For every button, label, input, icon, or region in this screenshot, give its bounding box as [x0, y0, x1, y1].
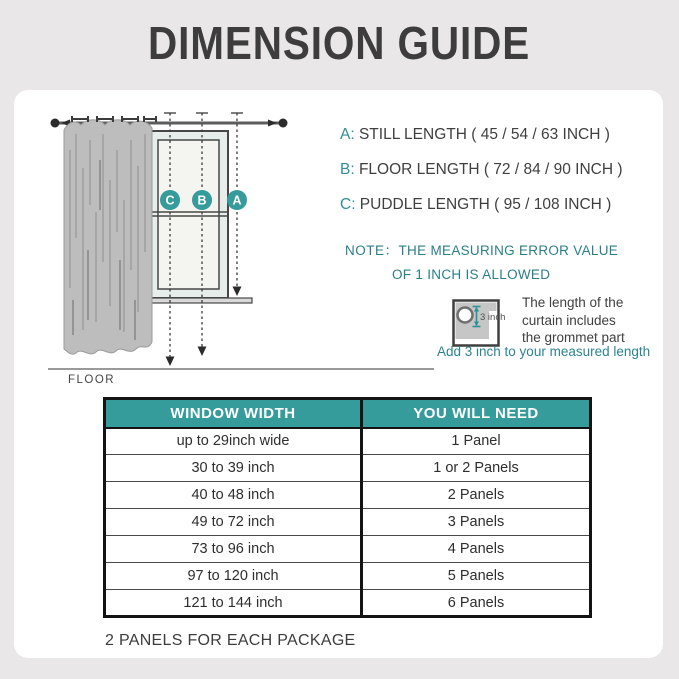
guide-card	[14, 90, 663, 658]
svg-text:B: B	[197, 193, 207, 208]
width-cell: 97 to 120 inch	[105, 563, 362, 590]
width-cell: up to 29inch wide	[105, 428, 362, 455]
length-row-a	[340, 126, 623, 161]
length-row-c	[340, 196, 623, 231]
length-row-b	[340, 161, 623, 196]
length-key-a: A:	[340, 126, 355, 143]
marker-a	[227, 190, 247, 210]
curtain-panel	[64, 116, 156, 354]
grommet-caption	[522, 294, 625, 347]
width-cell: 73 to 96 inch	[105, 536, 362, 563]
length-key-b: B:	[340, 161, 355, 178]
window	[150, 131, 228, 298]
table-row	[105, 536, 591, 563]
table-row	[105, 455, 591, 482]
floor-label: FLOOR	[68, 374, 116, 386]
length-key-c: C:	[340, 196, 356, 213]
note-line1	[345, 239, 618, 259]
panels-cell: 1 Panel	[362, 428, 591, 455]
note-text1: THE MEASURING ERROR VALUE	[398, 243, 619, 258]
panels-cell: 4 Panels	[362, 536, 591, 563]
length-text-c: PUDDLE LENGTH ( 95 / 108 INCH )	[355, 196, 612, 213]
note-line2: OF 1 INCH IS ALLOWED	[392, 267, 551, 282]
page-title-wrap	[0, 16, 679, 70]
length-text-a: STILL LENGTH ( 45 / 54 / 63 INCH )	[354, 126, 610, 143]
table-header-row	[105, 399, 591, 428]
grommet-caption-line3: the grommet part	[522, 330, 625, 345]
panels-cell: 5 Panels	[362, 563, 591, 590]
width-cell: 40 to 48 inch	[105, 482, 362, 509]
header-window-width: WINDOW WIDTH	[105, 399, 362, 428]
package-note: 2 PANELS FOR EACH PACKAGE	[105, 632, 356, 649]
length-legend	[340, 126, 623, 231]
three-inch-label: 3 inch	[480, 312, 506, 323]
panels-cell: 1 or 2 Panels	[362, 455, 591, 482]
panel-size-table	[103, 397, 592, 618]
grommet-caption-line2: curtain includes	[522, 312, 616, 328]
grommet-caption-line1: The length of the	[522, 295, 624, 310]
table-row	[105, 563, 591, 590]
table-row	[105, 509, 591, 536]
panels-cell: 3 Panels	[362, 509, 591, 536]
table-row	[105, 428, 591, 455]
grommet-tabs	[72, 116, 156, 122]
marker-b	[192, 190, 212, 210]
page-title: DIMENSION GUIDE	[148, 17, 531, 69]
header-you-will-need: YOU WILL NEED	[362, 399, 591, 428]
panels-cell: 2 Panels	[362, 482, 591, 509]
width-cell: 121 to 144 inch	[105, 590, 362, 617]
note-prefix: NOTE：	[345, 243, 399, 258]
table-row	[105, 482, 591, 509]
svg-text:A: A	[232, 193, 242, 208]
panels-cell: 6 Panels	[362, 590, 591, 617]
grommet-tip: Add 3 inch to your measured length	[437, 344, 651, 359]
width-cell: 49 to 72 inch	[105, 509, 362, 536]
length-text-b: FLOOR LENGTH ( 72 / 84 / 90 INCH )	[354, 161, 623, 178]
svg-text:C: C	[165, 193, 175, 208]
grommet-hole	[458, 308, 473, 323]
measuring-note	[345, 239, 618, 282]
marker-c	[160, 190, 180, 210]
window-sill	[146, 298, 252, 303]
width-cell: 30 to 39 inch	[105, 455, 362, 482]
grommet-measure-icon	[452, 299, 506, 347]
table-row	[105, 590, 591, 617]
